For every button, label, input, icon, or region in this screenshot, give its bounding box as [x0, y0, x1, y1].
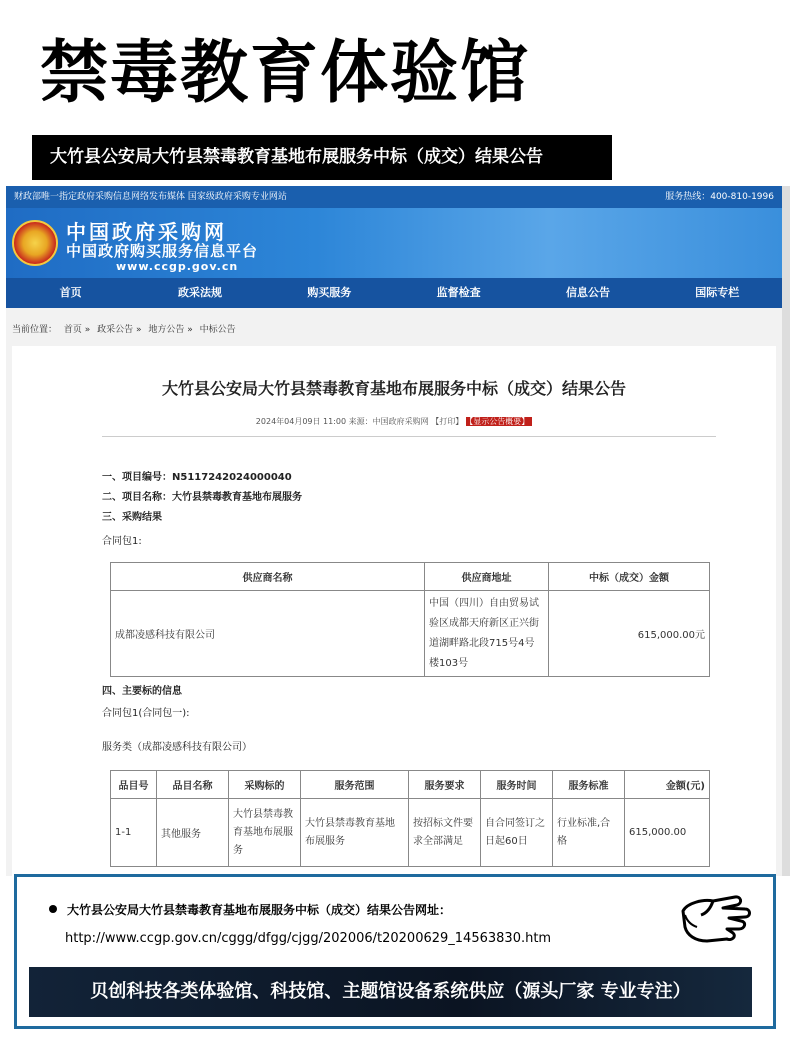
- supplier-address: 中国（四川）自由贸易试验区成都天府新区正兴街道湖畔路北段715号4号楼103号: [425, 591, 549, 677]
- nav-international[interactable]: 国际专栏: [695, 286, 740, 299]
- supplier-name: 成都凌感科技有限公司: [111, 591, 425, 677]
- header-supplier-address: 供应商地址: [425, 563, 549, 591]
- breadcrumb-label: 当前位置：: [12, 325, 58, 335]
- results-table: [110, 562, 710, 677]
- table-header-row: [111, 563, 710, 591]
- article-meta: [12, 416, 776, 427]
- service-category: 服务类（成都凌感科技有限公司）: [102, 742, 252, 753]
- section-results: 三、采购结果: [102, 512, 162, 523]
- announcement-article: [12, 346, 776, 876]
- show-summary-button[interactable]: 【显示公告概要】: [466, 417, 532, 426]
- item-no: 1-1: [111, 799, 157, 867]
- url-info-box: [14, 874, 776, 1029]
- table-row: [111, 799, 710, 867]
- item-time: 自合同签订之日起60日: [481, 799, 553, 867]
- bullet-icon: [49, 905, 57, 913]
- header-scope: 服务范围: [301, 771, 409, 799]
- header-item-name: 品目名称: [157, 771, 229, 799]
- item-standard: 行业标准,合格: [553, 799, 625, 867]
- site-topbar: [6, 186, 782, 208]
- page-shadow: [782, 186, 790, 876]
- divider: [102, 436, 716, 437]
- service-hotline: 服务热线：400-810-1996: [665, 192, 774, 202]
- breadcrumb-home[interactable]: 首页 »: [63, 325, 91, 335]
- topbar-left-text: 财政部唯一指定政府采购信息网络发布媒体 国家级政府采购专业网站: [14, 192, 287, 202]
- site-logo-subtitle: 中国政府购买服务信息平台: [66, 242, 259, 260]
- header-award-amount: 中标（成交）金额: [549, 563, 710, 591]
- item-amount: 615,000.00: [625, 799, 710, 867]
- site-logo-title[interactable]: 中国政府采购网: [66, 220, 227, 244]
- sub-banner: 大竹县公安局大竹县禁毒教育基地布展服务中标（成交）结果公告: [32, 135, 612, 180]
- award-amount: 615,000.00元: [549, 591, 710, 677]
- project-number: 一、项目编号：N5117242024000040: [102, 472, 292, 483]
- header-standard: 服务标准: [553, 771, 625, 799]
- article-meta-text: 2024年04月09日 11:00 来源：中国政府采购网 【打印】: [255, 417, 464, 426]
- contract-package-1: 合同包1:: [102, 536, 142, 547]
- item-scope: 大竹县禁毒教育基地布展服务: [301, 799, 409, 867]
- announcement-url-link[interactable]: http://www.ccgp.gov.cn/cggg/dfgg/cjgg/202006/t20200629_14563830.htm: [65, 931, 552, 946]
- nav-announcements[interactable]: 信息公告: [565, 286, 610, 299]
- item-subject: 大竹县禁毒教育基地布展服务: [229, 799, 301, 867]
- ccgp-screenshot: [6, 186, 782, 876]
- project-name: 二、项目名称：大竹县禁毒教育基地布展服务: [102, 492, 302, 503]
- site-header: [6, 208, 782, 278]
- company-banner: 贝创科技各类体验馆、科技馆、主题馆设备系统供应（源头厂家 专业专注）: [29, 967, 752, 1017]
- pointing-hand-icon: [677, 889, 757, 949]
- table-row: [111, 591, 710, 677]
- article-title: 大竹县公安局大竹县禁毒教育基地布展服务中标（成交）结果公告: [161, 379, 626, 398]
- item-name: 其他服务: [157, 799, 229, 867]
- url-label: 大竹县公安局大竹县禁毒教育基地布展服务中标（成交）结果公告网址：: [67, 903, 452, 917]
- header-time: 服务时间: [481, 771, 553, 799]
- header-item-no: 品目号: [111, 771, 157, 799]
- national-emblem-icon: [12, 220, 58, 266]
- page-title: 禁毒教育体验馆: [40, 34, 531, 113]
- section-main-items: 四、主要标的信息: [102, 686, 182, 697]
- breadcrumb-local[interactable]: 地方公告 »: [148, 325, 193, 335]
- breadcrumb-procurement[interactable]: 政采公告 »: [97, 325, 142, 335]
- header-requirement: 服务要求: [409, 771, 481, 799]
- header-subject: 采购标的: [229, 771, 301, 799]
- items-table: [110, 770, 710, 867]
- nav-supervision[interactable]: 监督检查: [436, 286, 481, 299]
- contract-package-1-one: 合同包1(合同包一):: [102, 708, 190, 719]
- table-header-row: [111, 771, 710, 799]
- nav-regulations[interactable]: 政采法规: [177, 286, 222, 299]
- nav-home[interactable]: 首页: [59, 286, 82, 299]
- site-logo-url: www.ccgp.gov.cn: [116, 260, 239, 273]
- item-requirement: 按招标文件要求全部满足: [409, 799, 481, 867]
- header-supplier-name: 供应商名称: [111, 563, 425, 591]
- nav-purchase-services[interactable]: 购买服务: [307, 286, 352, 299]
- breadcrumb-award[interactable]: 中标公告: [199, 325, 236, 335]
- site-nav: [6, 278, 782, 308]
- header-amount: 金额(元): [625, 771, 710, 799]
- breadcrumb: [6, 308, 782, 341]
